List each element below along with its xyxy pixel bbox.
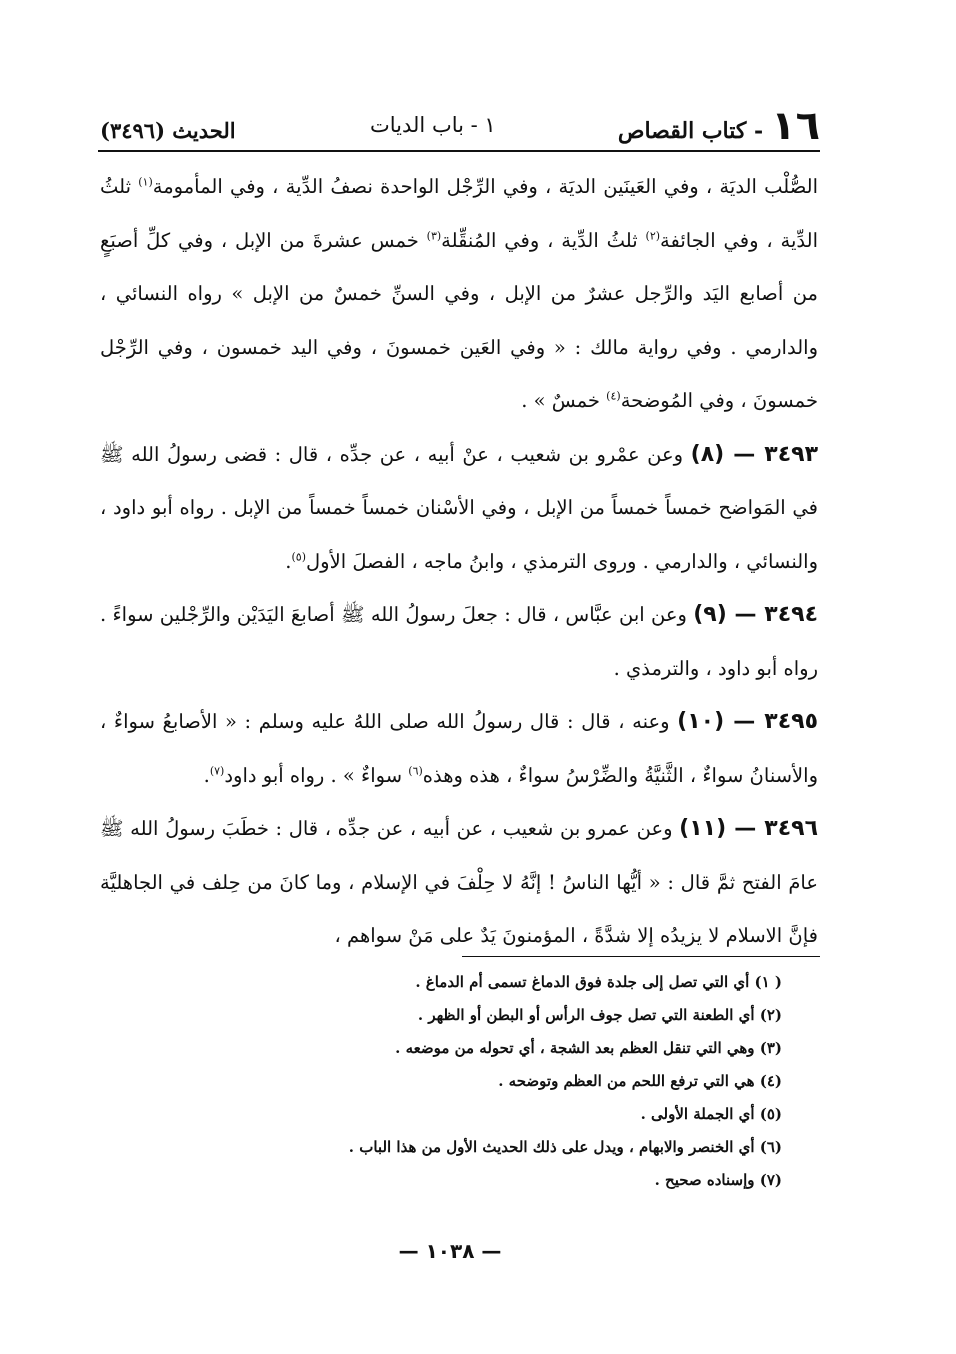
footnote-ref: (١)	[138, 175, 153, 189]
footnote-ref: (٥)	[291, 550, 307, 563]
hadith-number: ٣٤٩٥ — (١٠)	[677, 709, 819, 734]
chapter-number: ١٦	[771, 103, 820, 149]
text-segment: سواءٌ » . رواه أبو داود	[224, 763, 409, 787]
text-segment: .	[203, 763, 210, 787]
hadith-text: وعنه ، قال : قال رسولُ الله صلى اللهُ عليه وسلم : « الأصابعُ سواءٌ ، والأسنانُ سواءٌ ، الثَّنيَّةُ والضِّرْسُ سواءٌ ، هذه وهذه	[100, 710, 818, 787]
main-text	[100, 160, 818, 963]
section-title: ١ - باب الديات	[370, 113, 496, 137]
hadith-text: وعن عمْرو بن شعيب ، عنْ أبيه ، عن جدِّه ، قال : قضى رسولُ الله ﷺ في المَواضح خمساً خمساً من الإبل ، وفي الأسْنان خمساً خمساً من الإبل . رواه أبو داود ، والنسائي ، والدارمي . وروى الترمذي ، وابنُ ماجه ، الفصلَ الأول	[100, 442, 818, 573]
header-divider	[98, 150, 820, 152]
footnotes	[200, 966, 782, 1197]
footnote-1: ( ١) أي التي تصل إلى جلدة فوق الدماغ تسمى أم الدماغ .	[415, 973, 782, 991]
hadith-number: ٣٤٩٣ — (٨)	[690, 441, 819, 467]
text-segment: .	[285, 549, 292, 573]
hadith-number: ٣٤٩٤ — (٩)	[693, 602, 819, 627]
page-number: — ١٠٣٨ —	[398, 1239, 502, 1263]
hadith-text: وعن ابن عبَّاس ، قال : جعلَ رسولُ الله ﷺ أصابعَ اليَدَيْن والرِّجْلين سواءً . رواه أبو داود ، والترمذي .	[100, 603, 818, 680]
text-segment: ثلثُ الدِّية ، وفي الجائفة	[100, 175, 818, 252]
footnote-ref: (٢)	[645, 229, 661, 242]
hadith-3493	[100, 428, 818, 589]
footnote-6: (٦) أي الخنصر والابهام ، ويدل على ذلك الحديث الأول من هذا الباب .	[348, 1138, 782, 1156]
footnote-ref: (٣)	[426, 229, 442, 242]
footnote-4: (٤) هي التي ترفع اللحم من العظم وتوضحه .	[498, 1072, 782, 1090]
footnote-5: (٥) أي الجملة الأولى .	[640, 1105, 782, 1123]
text-segment: خمسٌ » .	[521, 389, 607, 412]
hadith-reference: الحديث (٣٤٩٦)	[100, 118, 236, 143]
footnote-ref: (٧)	[209, 764, 225, 777]
hadith-3496	[100, 802, 818, 963]
chapter-title: - كتاب القصاص	[617, 118, 764, 144]
hadith-text: وعن عمرو بن شعيب ، عن أبيه ، عن جدِّه ، قال : خطَبَ رسولُ الله ﷺ عامَ الفتح ثمَّ قال : « أيُّها الناسُ ! إنَّهُ لا حِلْفَ في الإسلام ، وما كانَ من حِلف في الجاهليَّة فإنَّ الاسلام لا يزيدُه إلا شدَّةً ، المؤمنونَ يَدٌ على مَنْ سواهم ،	[100, 817, 818, 947]
footnote-ref: (٤)	[606, 389, 621, 403]
footnote-ref: (٦)	[408, 764, 423, 777]
footnote-divider	[462, 956, 820, 957]
paragraph-continuation	[100, 160, 818, 428]
page-header	[100, 92, 820, 149]
hadith-number: ٣٤٩٦ — (١١)	[679, 816, 818, 841]
footnote-7: (٧) وإسناده صحيح .	[654, 1171, 782, 1189]
text-segment: ثلثُ الدِّية ، وفي المُنقِّلة	[441, 228, 646, 252]
footnote-2: (٢) أي الطعنة التي تصل جوف الرأس أو البطن أو الظهر .	[417, 1006, 782, 1024]
hadith-3494	[100, 588, 818, 695]
footnote-3: (٣) وهي التي تنقل العظم بعد الشجة ، أي تحوله من موضعه .	[395, 1039, 782, 1057]
hadith-3495	[100, 695, 818, 802]
text-segment: خمس عشرةَ من الإبل ، وفي كلِّ أصبَعٍ من أصابع اليَد والرِّجل عشرٌ من الإبل ، وفي السنِّ خمسٌ من الإبل » رواه النسائي ، والدارمي . وفي رواية مالك : « وفي العَين خمسونَ ، وفي اليد خمسون ، وفي الرِّجْل خمسونَ ، وفي المُوضحة	[100, 228, 818, 412]
text-segment: الصُّلْب الديَة ، وفي العَينَين الديَة ، وفي الرِّجْل الواحدة نصفُ الدِّية ، وفي المأمومة	[152, 175, 818, 198]
chapter-heading	[617, 103, 820, 149]
